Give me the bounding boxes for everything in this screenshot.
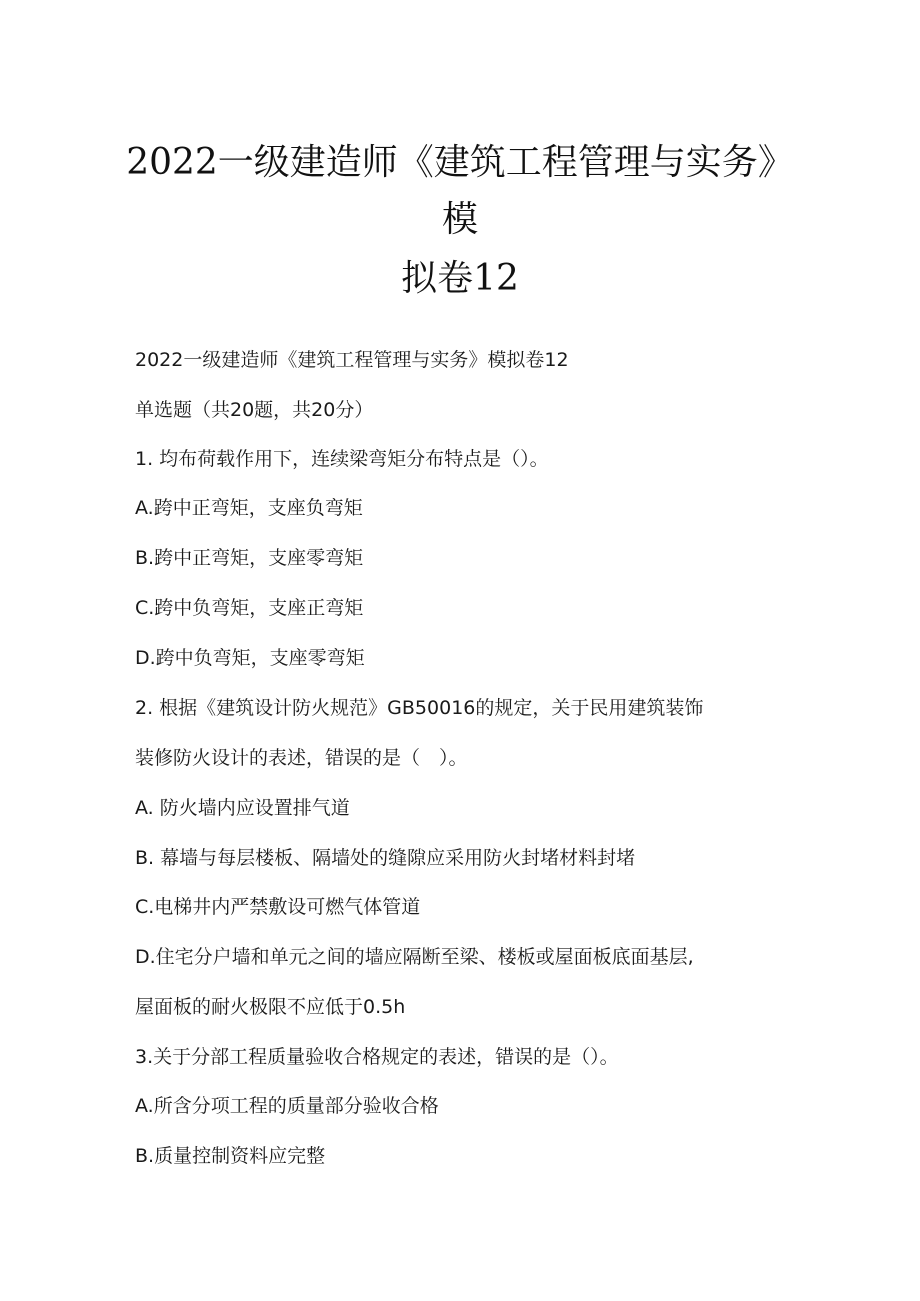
question-1-option-b: B.跨中正弯矩，支座零弯矩 [135, 547, 364, 569]
document-title-line-3: 拟卷12 [401, 258, 519, 299]
question-2-continued: 装修防火设计的表述，错误的是（ ）。 [135, 747, 468, 769]
question-1-option-a: A.跨中正弯矩，支座负弯矩 [135, 497, 363, 519]
question-3-option-a: A.所含分项工程的质量部分验收合格 [135, 1095, 439, 1117]
question-1-option-d: D.跨中负弯矩，支座零弯矩 [135, 647, 365, 669]
subtitle: 2022一级建造师《建筑工程管理与实务》模拟卷12 [135, 349, 569, 371]
question-1-option-c: C.跨中负弯矩，支座正弯矩 [135, 597, 364, 619]
document-title-line-2: 模 [441, 199, 478, 240]
question-2: 2. 根据《建筑设计防火规范》GB50016的规定，关于民用建筑装饰 [135, 697, 704, 719]
question-3-option-b: B.质量控制资料应完整 [135, 1145, 326, 1167]
section-heading: 单选题（共20题，共20分） [135, 399, 374, 421]
document-title-line-1: 2022一级建造师《建筑工程管理与实务》 [126, 142, 794, 183]
question-1: 1. 均布荷载作用下，连续梁弯矩分布特点是（）。 [135, 448, 549, 470]
question-2-option-b: B. 幕墙与每层楼板、隔墙处的缝隙应采用防火封堵材料封堵 [135, 847, 636, 869]
question-2-option-d-continued: 屋面板的耐火极限不应低于0.5h [135, 996, 406, 1018]
question-2-option-d: D.住宅分户墙和单元之间的墙应隔断至梁、楼板或屋面板底面基层, [135, 946, 694, 968]
question-3: 3.关于分部工程质量验收合格规定的表述，错误的是（）。 [135, 1046, 619, 1068]
question-2-option-a: A. 防火墙内应设置排气道 [135, 797, 350, 819]
question-2-option-c: C.电梯井内严禁敷设可燃气体管道 [135, 896, 421, 918]
